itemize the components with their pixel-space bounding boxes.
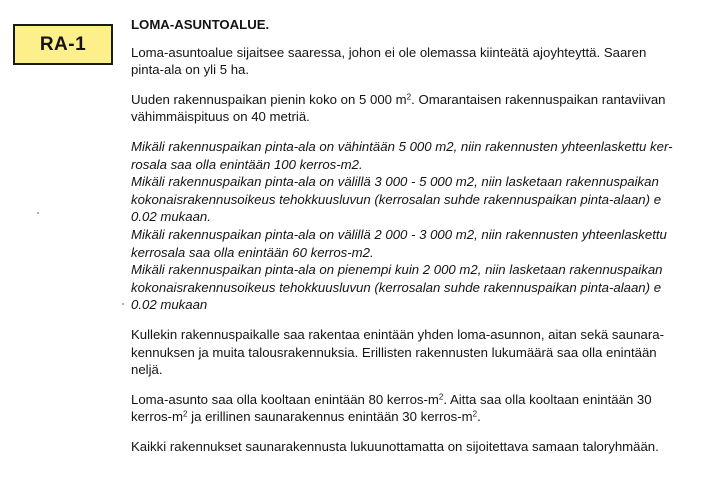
paragraph-building-rights	[131, 138, 711, 314]
scan-speck	[37, 212, 39, 214]
superscript: 2	[183, 409, 188, 419]
text-line: Mikäli rakennuspaikan pinta-ala on vähintään 5 000 m2, niin rakennusten yhteenlaskettu ker-	[131, 138, 673, 154]
text-line: Mikäli rakennuspaikan pinta-ala on välillä 2 000 - 3 000 m2, niin rakennusten yhteenlaskettu	[131, 226, 667, 242]
paragraph-location	[131, 44, 711, 79]
text-line: kokonaisrakennusoikeus tehokkuusluvun (kerrosalan suhde rakennuspaikan pinta-alaan) e	[131, 279, 662, 295]
zone-code-badge	[13, 24, 113, 65]
text-line: Uuden rakennuspaikan pienin koko on 5 000 $m^2$. Omarantaisen rakennuspaikan rantaviivan	[131, 91, 666, 107]
paragraph-grouping	[131, 438, 711, 456]
zone-code-label: RA-1	[39, 33, 87, 55]
text-line: rosala saa olla enintään 100 kerros-m2.	[131, 156, 363, 172]
text-line: Kaikki rakennukset saunarakennusta lukuunottamatta on sijoitettava samaan taloryhmään.	[131, 438, 659, 454]
text-line: pinta-ala on yli 5 ha.	[131, 62, 250, 78]
text-line: neljä.	[131, 362, 163, 378]
paragraph-allowed-buildings	[131, 326, 711, 379]
paragraph-minimum-size	[131, 91, 711, 126]
text-line: Kullekin rakennuspaikalle saa rakentaa enintään yhden loma-asunnon, aitan sekä saunara-	[131, 326, 664, 342]
text-line: kokonaisrakennusoikeus tehokkuusluvun (kerrosalan suhde rakennuspaikan pinta-alaan) e	[131, 191, 662, 207]
text-line: kerros-$m^2$ ja erillinen saunarakennus enintään 30 kerros-$m^2$.	[131, 409, 481, 425]
text-line: kerrosala saa olla enintään 60 kerros-m2.	[131, 244, 374, 260]
zone-title: LOMA-ASUNTOALUE.	[131, 17, 270, 32]
text-line: 0.02 mukaan	[131, 297, 208, 313]
text-line: Loma-asunto saa olla kooltaan enintään 80 kerros-$m^2$. Aitta saa olla kooltaan enintään 30	[131, 391, 652, 407]
superscript: 2	[438, 392, 444, 402]
text-line: vähimmäispituus on 40 metriä.	[131, 109, 310, 125]
text-line: Mikäli rakennuspaikan pinta-ala on pienempi kuin 2 000 m2, niin lasketaan rakennuspaikan	[131, 262, 663, 278]
text-line: 0.02 mukaan.	[131, 209, 211, 225]
text-line: Loma-asuntoalue sijaitsee saaressa, johon ei ole olemassa kiinteätä ajoyhteyttä. Saaren	[131, 44, 647, 60]
scan-speck	[122, 303, 124, 305]
text-line: Mikäli rakennuspaikan pinta-ala on välillä 3 000 - 5 000 m2, niin lasketaan rakennuspaikan	[131, 174, 659, 190]
paragraph-building-sizes	[131, 391, 711, 426]
zone-description	[131, 16, 711, 467]
text-line: kennuksen ja muita talousrakennuksia. Erillisten rakennusten lukumäärä saa olla enintään	[131, 344, 657, 360]
superscript: 2	[472, 409, 478, 419]
superscript: 2	[406, 92, 412, 102]
